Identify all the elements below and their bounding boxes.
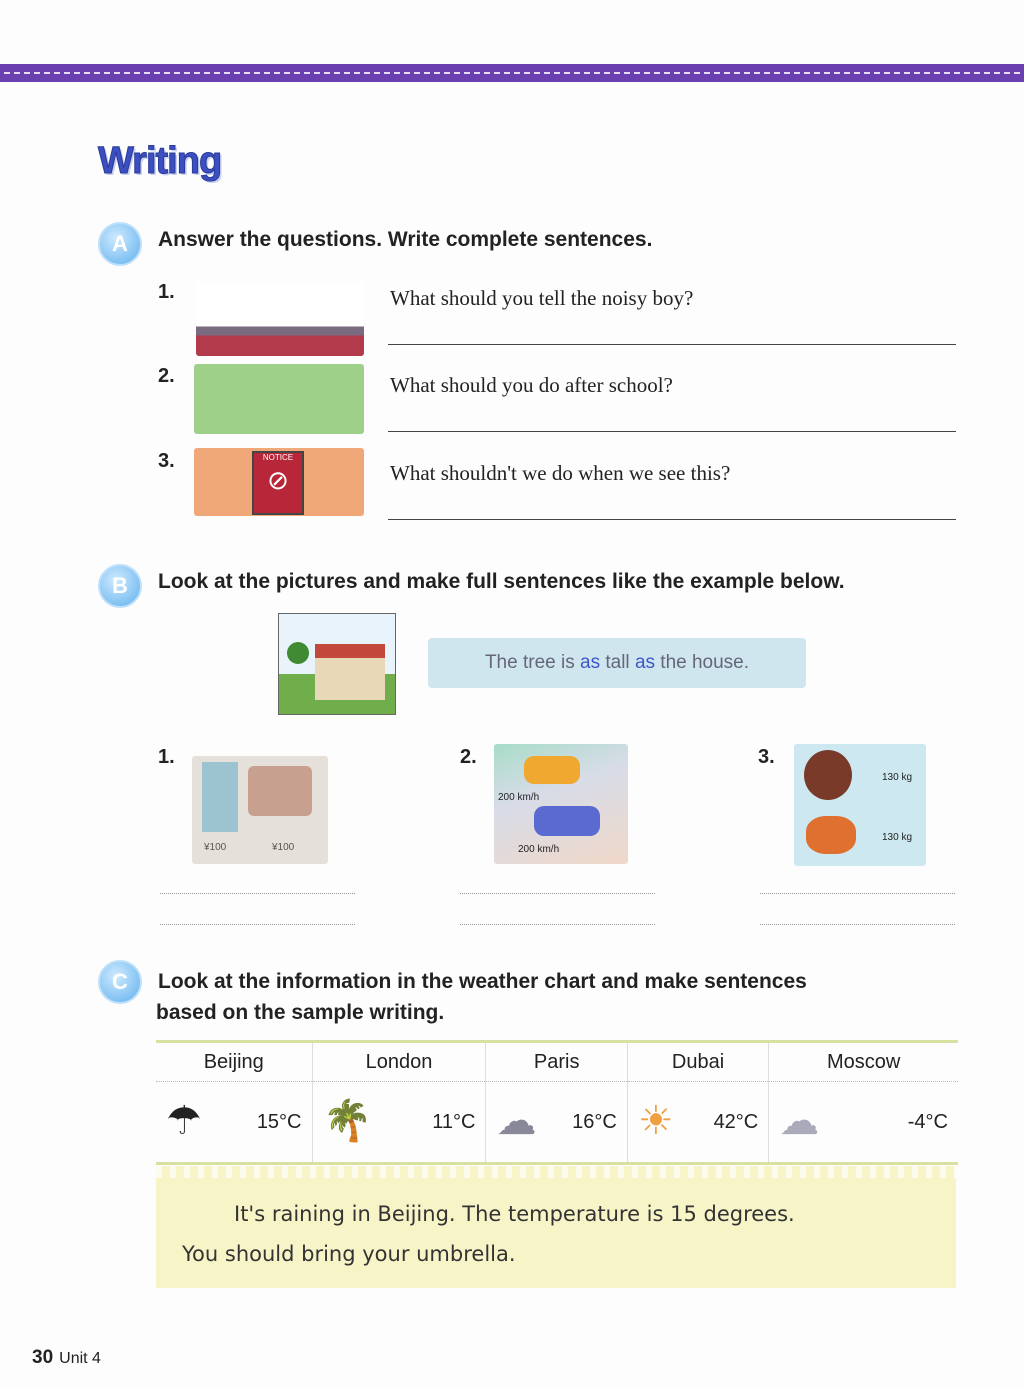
section-a-badge: A	[98, 222, 142, 266]
temperature: 11°C	[432, 1110, 476, 1133]
bear-tiger-picture	[794, 744, 926, 866]
answer-line[interactable]	[160, 893, 355, 894]
section-c-instruction: Look at the information in the weather chart and make sentences	[158, 970, 807, 993]
city-header: Moscow	[769, 1042, 958, 1082]
answer-line[interactable]	[460, 924, 655, 925]
question-text: What should you tell the noisy boy?	[390, 286, 694, 310]
snow-cloud-icon: ☁	[779, 1099, 820, 1143]
weather-cell	[486, 1082, 627, 1164]
cloud-icon: ☁	[496, 1099, 537, 1143]
temperature: 16°C	[572, 1110, 617, 1133]
sample-writing	[156, 1166, 956, 1288]
city-header: Dubai	[627, 1042, 768, 1082]
temperature: 15°C	[256, 1110, 302, 1133]
weather-cell	[627, 1082, 768, 1164]
section-c-instruction: based on the sample writing.	[156, 1001, 445, 1024]
page-title: Writing	[98, 140, 222, 182]
unit-label: Unit 4	[59, 1350, 101, 1367]
price-label: ¥100	[204, 842, 227, 853]
jacket-icon	[248, 766, 312, 816]
answer-line[interactable]	[160, 924, 355, 925]
weather-cell	[312, 1082, 486, 1164]
city-header: Paris	[486, 1042, 627, 1082]
weight-label: 130 kg	[882, 832, 913, 843]
question-text: What shouldn't we do when we see this?	[390, 461, 731, 485]
notice-label: NOTICE	[262, 453, 294, 462]
umbrella-rain-icon: ☂	[166, 1099, 202, 1143]
yellow-car-icon	[524, 756, 580, 784]
a-item-number: 3.	[158, 450, 175, 472]
sample-line: It's raining in Beijing. The temperature is 15 degrees.	[234, 1202, 795, 1226]
temperature: -4°C	[907, 1110, 948, 1133]
tree-icon	[287, 642, 309, 664]
sun-icon: ☀	[637, 1099, 674, 1143]
example-sentence: The tree is as tall as the house.	[428, 638, 806, 688]
speed-label: 200 km/h	[518, 844, 560, 855]
notice-picture	[194, 448, 364, 516]
section-a-instruction: Answer the questions. Write complete sentences.	[158, 228, 653, 251]
section-b-instruction: Look at the pictures and make full sentences like the example below.	[158, 570, 845, 593]
city-header: London	[312, 1042, 486, 1082]
blue-car-icon	[534, 806, 600, 836]
answer-line[interactable]	[460, 893, 655, 894]
weight-label: 130 kg	[882, 772, 913, 783]
b-item-number: 3.	[758, 746, 775, 768]
windy-tree-icon: 🌴	[322, 1099, 373, 1143]
cars-picture	[494, 744, 628, 864]
page-footer	[32, 1347, 101, 1369]
answer-line[interactable]	[760, 893, 955, 894]
answer-line[interactable]	[388, 519, 956, 520]
tiger-icon	[806, 816, 856, 854]
stitched-border	[0, 64, 1024, 82]
sample-line: You should bring your umbrella.	[182, 1242, 516, 1266]
speed-label: 200 km/h	[498, 792, 540, 803]
city-header: Beijing	[156, 1042, 312, 1082]
section-b-badge: B	[98, 564, 142, 608]
noisy-boy-picture	[196, 282, 364, 356]
answer-line[interactable]	[388, 344, 956, 345]
section-c-badge: C	[98, 960, 142, 1004]
temperature: 42°C	[713, 1110, 759, 1133]
clothes-picture	[192, 756, 328, 864]
studying-girl-picture	[194, 364, 364, 434]
a-item-number: 1.	[158, 281, 175, 303]
pants-icon	[202, 762, 238, 832]
a-item-number: 2.	[158, 365, 175, 387]
price-label: ¥100	[272, 842, 295, 853]
house-icon	[315, 644, 385, 700]
b-item-number: 2.	[460, 746, 477, 768]
weather-cell	[769, 1082, 958, 1164]
no-smoking-sign-icon: NOTICE ⊘	[252, 451, 304, 515]
b-item-number: 1.	[158, 746, 175, 768]
question-text: What should you do after school?	[390, 373, 673, 397]
answer-line[interactable]	[760, 924, 955, 925]
weather-chart	[156, 1040, 958, 1165]
answer-line[interactable]	[388, 431, 956, 432]
bear-icon	[804, 750, 852, 800]
weather-cell	[156, 1082, 312, 1164]
tree-house-example-picture	[278, 613, 396, 715]
page-number: 30	[32, 1347, 54, 1368]
